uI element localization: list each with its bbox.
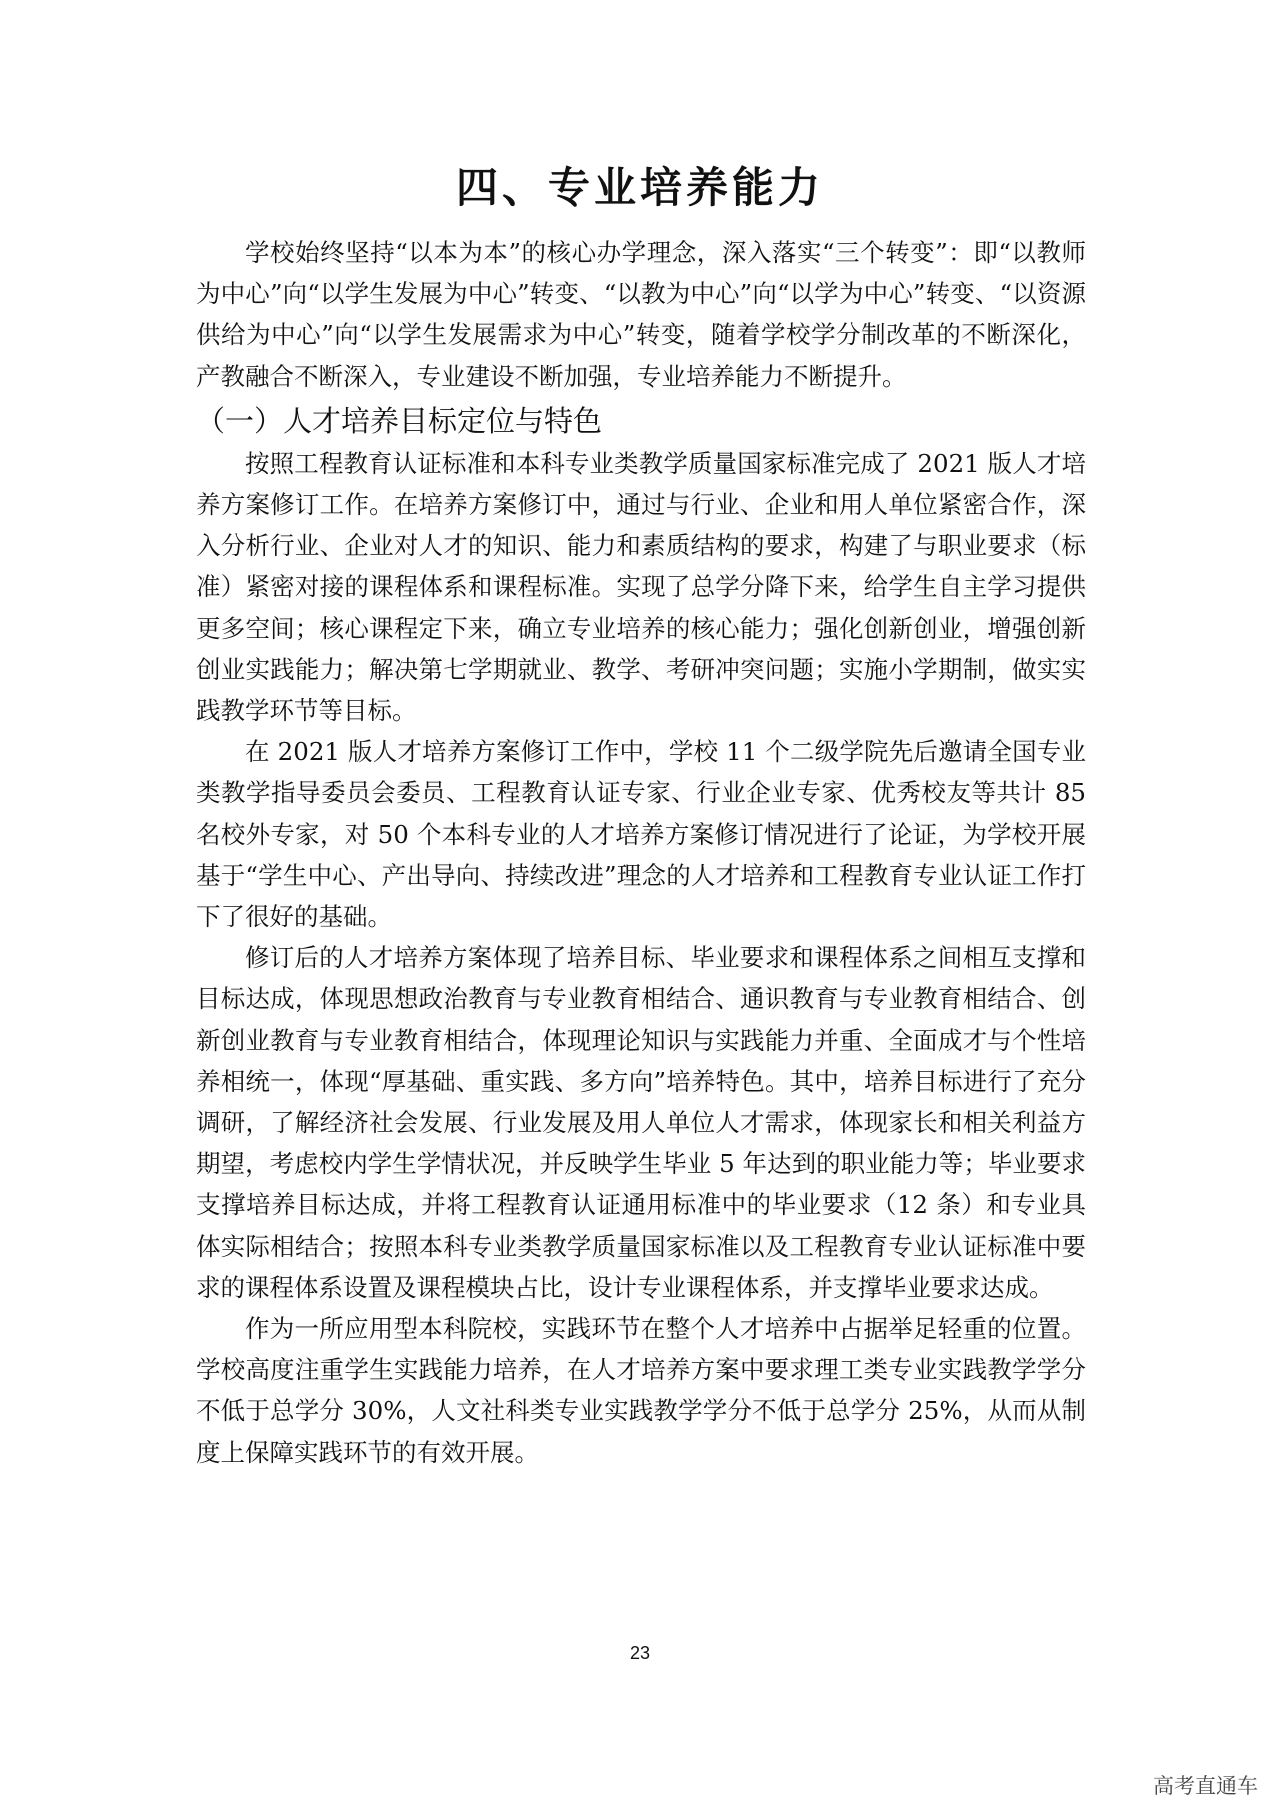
- body-paragraph: 修订后的人才培养方案体现了培养目标、毕业要求和课程体系之间相互支撑和目标达成，体现思想政治教育与专业教育相结合、通识教育与专业教育相结合、创新创业教育与专业教育相结合，体现理论知识与实践能力并重、全面成才与个性培养相统一，体现“厚基础、重实践、多方向”培养特色。其中，培养目标进行了充分调研，了解经济社会发展、行业发展及用人单位人才需求，体现家长和相关利益方期望，考虑校内学生学情状况，并反映学生毕业 5 年达到的职业能力等；毕业要求支撑培养目标达成，并将工程教育认证通用标准中的毕业要求（12 条）和专业具体实际相结合；按照本科专业类教学质量国家标准以及工程教育专业认证标准中要求的课程体系设置及课程模块占比，设计专业课程体系，并支撑毕业要求达成。: [196, 943, 1086, 1302]
- watermark: 高考直通车: [1153, 1774, 1258, 1798]
- body-paragraph: 在 2021 版人才培养方案修订工作中，学校 11 个二级学院先后邀请全国专业类教学指导委员会委员、工程教育认证专家、行业企业专家、优秀校友等共计 85 名校外专家，对 50 个本科专业的人才培养方案修订情况进行了论证，为学校开展基于“学生中心、产出导向、持续改进”理念的人才培养和工程教育专业认证工作打下了很好的基础。: [196, 737, 1086, 932]
- body-paragraph: 按照工程教育认证标准和本科专业类教学质量国家标准完成了 2021 版人才培养方案修订工作。在培养方案修订中，通过与行业、企业和用人单位紧密合作，深入分析行业、企业对人才的知识、能力和素质结构的要求，构建了与职业要求（标准）紧密对接的课程体系和课程标准。实现了总学分降下来，给学生自主学习提供更多空间；核心课程定下来，确立专业培养的核心能力；强化创新创业，增强创新创业实践能力；解决第七学期就业、教学、考研冲突问题；实施小学期制，做实实践教学环节等目标。: [196, 448, 1086, 726]
- body-paragraph: 作为一所应用型本科院校，实践环节在整个人才培养中占据举足轻重的位置。学校高度注重学生实践能力培养，在人才培养方案中要求理工类专业实践教学学分不低于总学分 30%，人文社科类专业实践教学学分不低于总学分 25%，从而从制度上保障实践环节的有效开展。: [196, 1314, 1086, 1467]
- document-body: [196, 232, 1086, 1473]
- intro-paragraph: 学校始终坚持“以本为本”的核心办学理念，深入落实“三个转变”：即“以教师为中心”向“以学生发展为中心”转变、“以教为中心”向“以学为中心”转变、“以资源供给为中心”向“以学生发展需求为中心”转变，随着学校学分制改革的不断深化，产教融合不断深入，专业建设不断加强，专业培养能力不断提升。: [196, 238, 1086, 391]
- section-heading: （一）人才培养目标定位与特色: [196, 403, 603, 438]
- page-title: 四、专业培养能力: [455, 163, 824, 212]
- page-number: 23: [629, 1643, 651, 1663]
